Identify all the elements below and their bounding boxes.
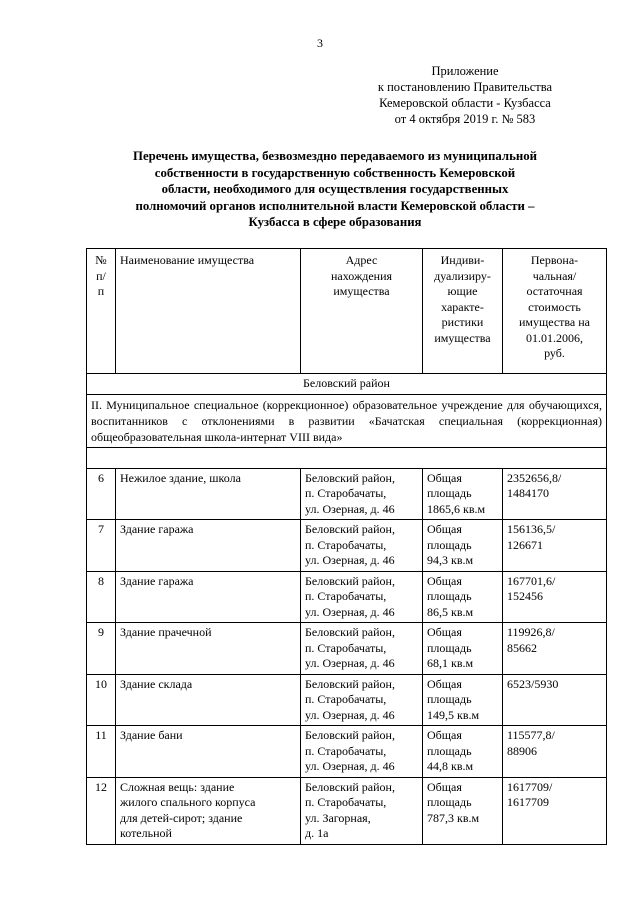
appendix-line: Приложение: [431, 64, 499, 78]
row-address: Беловский район, п. Старобачаты, ул. Озерная, д. 46: [301, 726, 423, 778]
row-name: Нежилое здание, школа: [116, 468, 301, 520]
header-cost: Первона- чальная/ остаточная стоимость имущества на 01.01.2006, руб.: [503, 249, 607, 374]
row-address: Беловский район, п. Старобачаты, ул. Озерная, д. 46: [301, 468, 423, 520]
row-name: Здание прачечной: [116, 623, 301, 675]
row-characteristics: Общая площадь 94,3 кв.м: [423, 520, 503, 572]
row-address: Беловский район, п. Старобачаты, ул. Озерная, д. 46: [301, 674, 423, 726]
row-address: Беловский район, п. Старобачаты, ул. Озерная, д. 46: [301, 520, 423, 572]
row-num: 7: [87, 520, 116, 572]
row-num: 12: [87, 777, 116, 844]
title-line: собственности в государственную собственность Кемеровской: [154, 165, 516, 180]
row-cost: 115577,8/ 88906: [503, 726, 607, 778]
document-title: [70, 148, 600, 231]
header-num: № п/ п: [87, 249, 116, 374]
row-name: Здание бани: [116, 726, 301, 778]
row-characteristics: Общая площадь 68,1 кв.м: [423, 623, 503, 675]
row-characteristics: Общая площадь 787,3 кв.м: [423, 777, 503, 844]
row-name: Здание склада: [116, 674, 301, 726]
table-row: [87, 777, 607, 844]
district-name: Беловский район: [87, 374, 607, 395]
header-address: Адрес нахождения имущества: [301, 249, 423, 374]
row-characteristics: Общая площадь 1865,6 кв.м: [423, 468, 503, 520]
row-cost: 156136,5/ 126671: [503, 520, 607, 572]
row-address: Беловский район, п. Старобачаты, ул. Загорная, д. 1а: [301, 777, 423, 844]
header-name: Наименование имущества: [116, 249, 301, 374]
table-row: [87, 726, 607, 778]
title-line: полномочий органов исполнительной власти Кемеровской области –: [135, 198, 535, 213]
row-cost: 1617709/ 1617709: [503, 777, 607, 844]
table-header-row: [87, 249, 607, 374]
row-characteristics: Общая площадь 86,5 кв.м: [423, 571, 503, 623]
table-row: [87, 571, 607, 623]
page-number: 3: [317, 36, 323, 50]
row-address: Беловский район, п. Старобачаты, ул. Озерная, д. 46: [301, 571, 423, 623]
row-num: 10: [87, 674, 116, 726]
appendix-line: Кемеровской области - Кузбасса: [379, 96, 551, 110]
district-row: [87, 374, 607, 395]
table-row: [87, 674, 607, 726]
row-cost: 6523/5930: [503, 674, 607, 726]
title-line: Кузбасса в сфере образования: [248, 215, 422, 229]
table-row: [87, 520, 607, 572]
row-cost: 2352656,8/ 1484170: [503, 468, 607, 520]
appendix-line: от 4 октября 2019 г. № 583: [394, 112, 536, 126]
row-cost: 119926,8/ 85662: [503, 623, 607, 675]
row-num: 8: [87, 571, 116, 623]
table-row: [87, 623, 607, 675]
title-line: Перечень имущества, безвозмездно передаваемого из муниципальной: [132, 149, 537, 163]
row-characteristics: Общая площадь 44,8 кв.м: [423, 726, 503, 778]
row-name: Здание гаража: [116, 520, 301, 572]
appendix-header: [330, 63, 600, 127]
property-table: [86, 248, 607, 845]
title-line: области, необходимого для осуществления государственных: [161, 182, 509, 196]
row-name: Здание гаража: [116, 571, 301, 623]
spacer-row: [87, 447, 607, 468]
appendix-line: к постановлению Правительства: [377, 80, 553, 94]
row-address: Беловский район, п. Старобачаты, ул. Озерная, д. 46: [301, 623, 423, 675]
section-row: [87, 394, 607, 447]
row-cost: 167701,6/ 152456: [503, 571, 607, 623]
row-num: 11: [87, 726, 116, 778]
spacer-cell: [87, 447, 607, 468]
row-characteristics: Общая площадь 149,5 кв.м: [423, 674, 503, 726]
section-title: II. Муниципальное специальное (коррекционное) образовательное учреждение для обучающихся, воспитанников с отклонениями в развитии «Бачатская специальная (коррекционная) общеобразовательная школа-интернат VIII вида»: [87, 394, 607, 447]
header-characteristics: Индиви- дуализиру- ющие характе- ристики имущества: [423, 249, 503, 374]
row-num: 6: [87, 468, 116, 520]
row-num: 9: [87, 623, 116, 675]
row-name: Сложная вещь: здание жилого спального корпуса для детей-сирот; здание котельной: [116, 777, 301, 844]
table-row: [87, 468, 607, 520]
